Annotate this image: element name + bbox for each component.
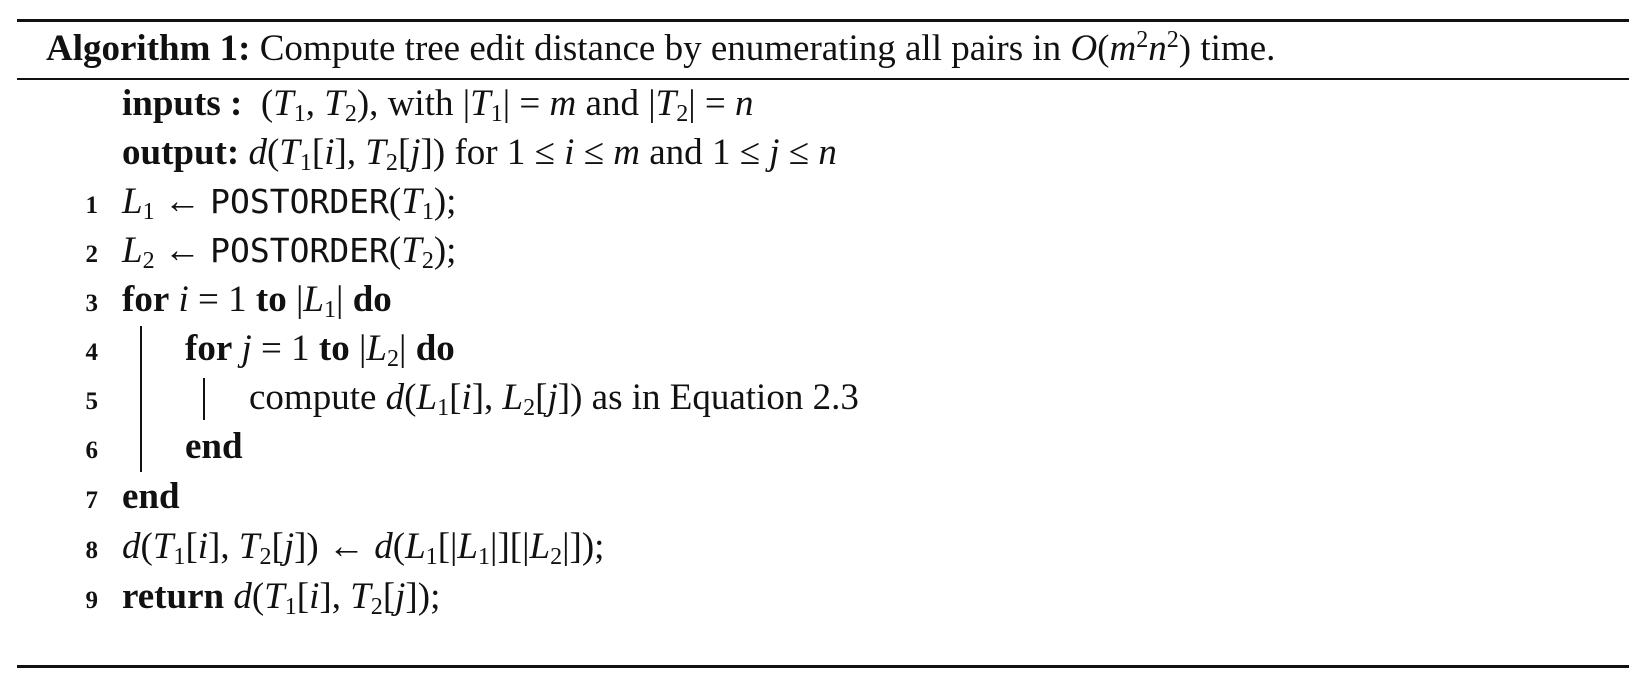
line-number: 2 — [85, 241, 98, 268]
algorithm-line-1: 1 $L_1$ ← $POSTORDER(T_1)$; — [0, 176, 1646, 228]
line-number: 8 — [85, 537, 98, 564]
algorithm-line-5: 5 compute $d(L_1[i]$, $L_2[j]$) as in Equation 2.3 — [0, 372, 1646, 424]
output-line: output: $d(T_1[i]$, $T_2[j]$) for 1 ≤ i ≤ m and 1 ≤ j ≤ n — [122, 132, 837, 176]
line-number: 7 — [85, 487, 98, 514]
top-rule — [17, 19, 1629, 22]
line-number: 4 — [85, 339, 98, 366]
line-number: 5 — [85, 388, 98, 415]
inner-loop-bar — [203, 378, 205, 420]
outer-loop-bar — [140, 326, 142, 472]
inputs-line: inputs : ($T_1$, $T_2$), with $|T_1| = m$ and $|T_2| = n$ — [122, 83, 754, 127]
line-number: 3 — [85, 290, 98, 317]
line-number: 9 — [85, 587, 98, 614]
line-number: 1 — [85, 192, 98, 219]
algorithm-line-2: 2 $L_2$ ← $POSTORDER(T_2)$; — [0, 225, 1646, 277]
output-label: output: — [122, 132, 240, 173]
bottom-rule — [17, 665, 1629, 668]
inputs-label: inputs : — [122, 83, 243, 124]
algorithm-label: Algorithm 1: — [46, 28, 251, 69]
algorithm-line-7: 7 end — [0, 471, 1646, 523]
caption-text: Compute tree edit distance by enumerating all pairs in — [259, 28, 1071, 69]
algorithm-line-4: 4 for j = 1 to $|L_2|$ do — [0, 323, 1646, 375]
algorithm-line-3: 3 for i = 1 to $|L_1|$ do — [0, 274, 1646, 326]
algorithm-line-8: 8 $d(T_1[i]$, $T_2[j]$) ← $d(L_1[|L_1|][|L_2|])$; — [0, 521, 1646, 573]
algorithm-caption: Algorithm 1: Compute tree edit distance by enumerating all pairs in $O(m^2n^2)$ time. — [46, 26, 1276, 69]
algorithm-line-6: 6 end — [0, 421, 1646, 473]
algorithm-line-9: 9 return $d(T_1[i]$, $T_2[j]$); — [0, 571, 1646, 623]
line-number: 6 — [85, 437, 98, 464]
